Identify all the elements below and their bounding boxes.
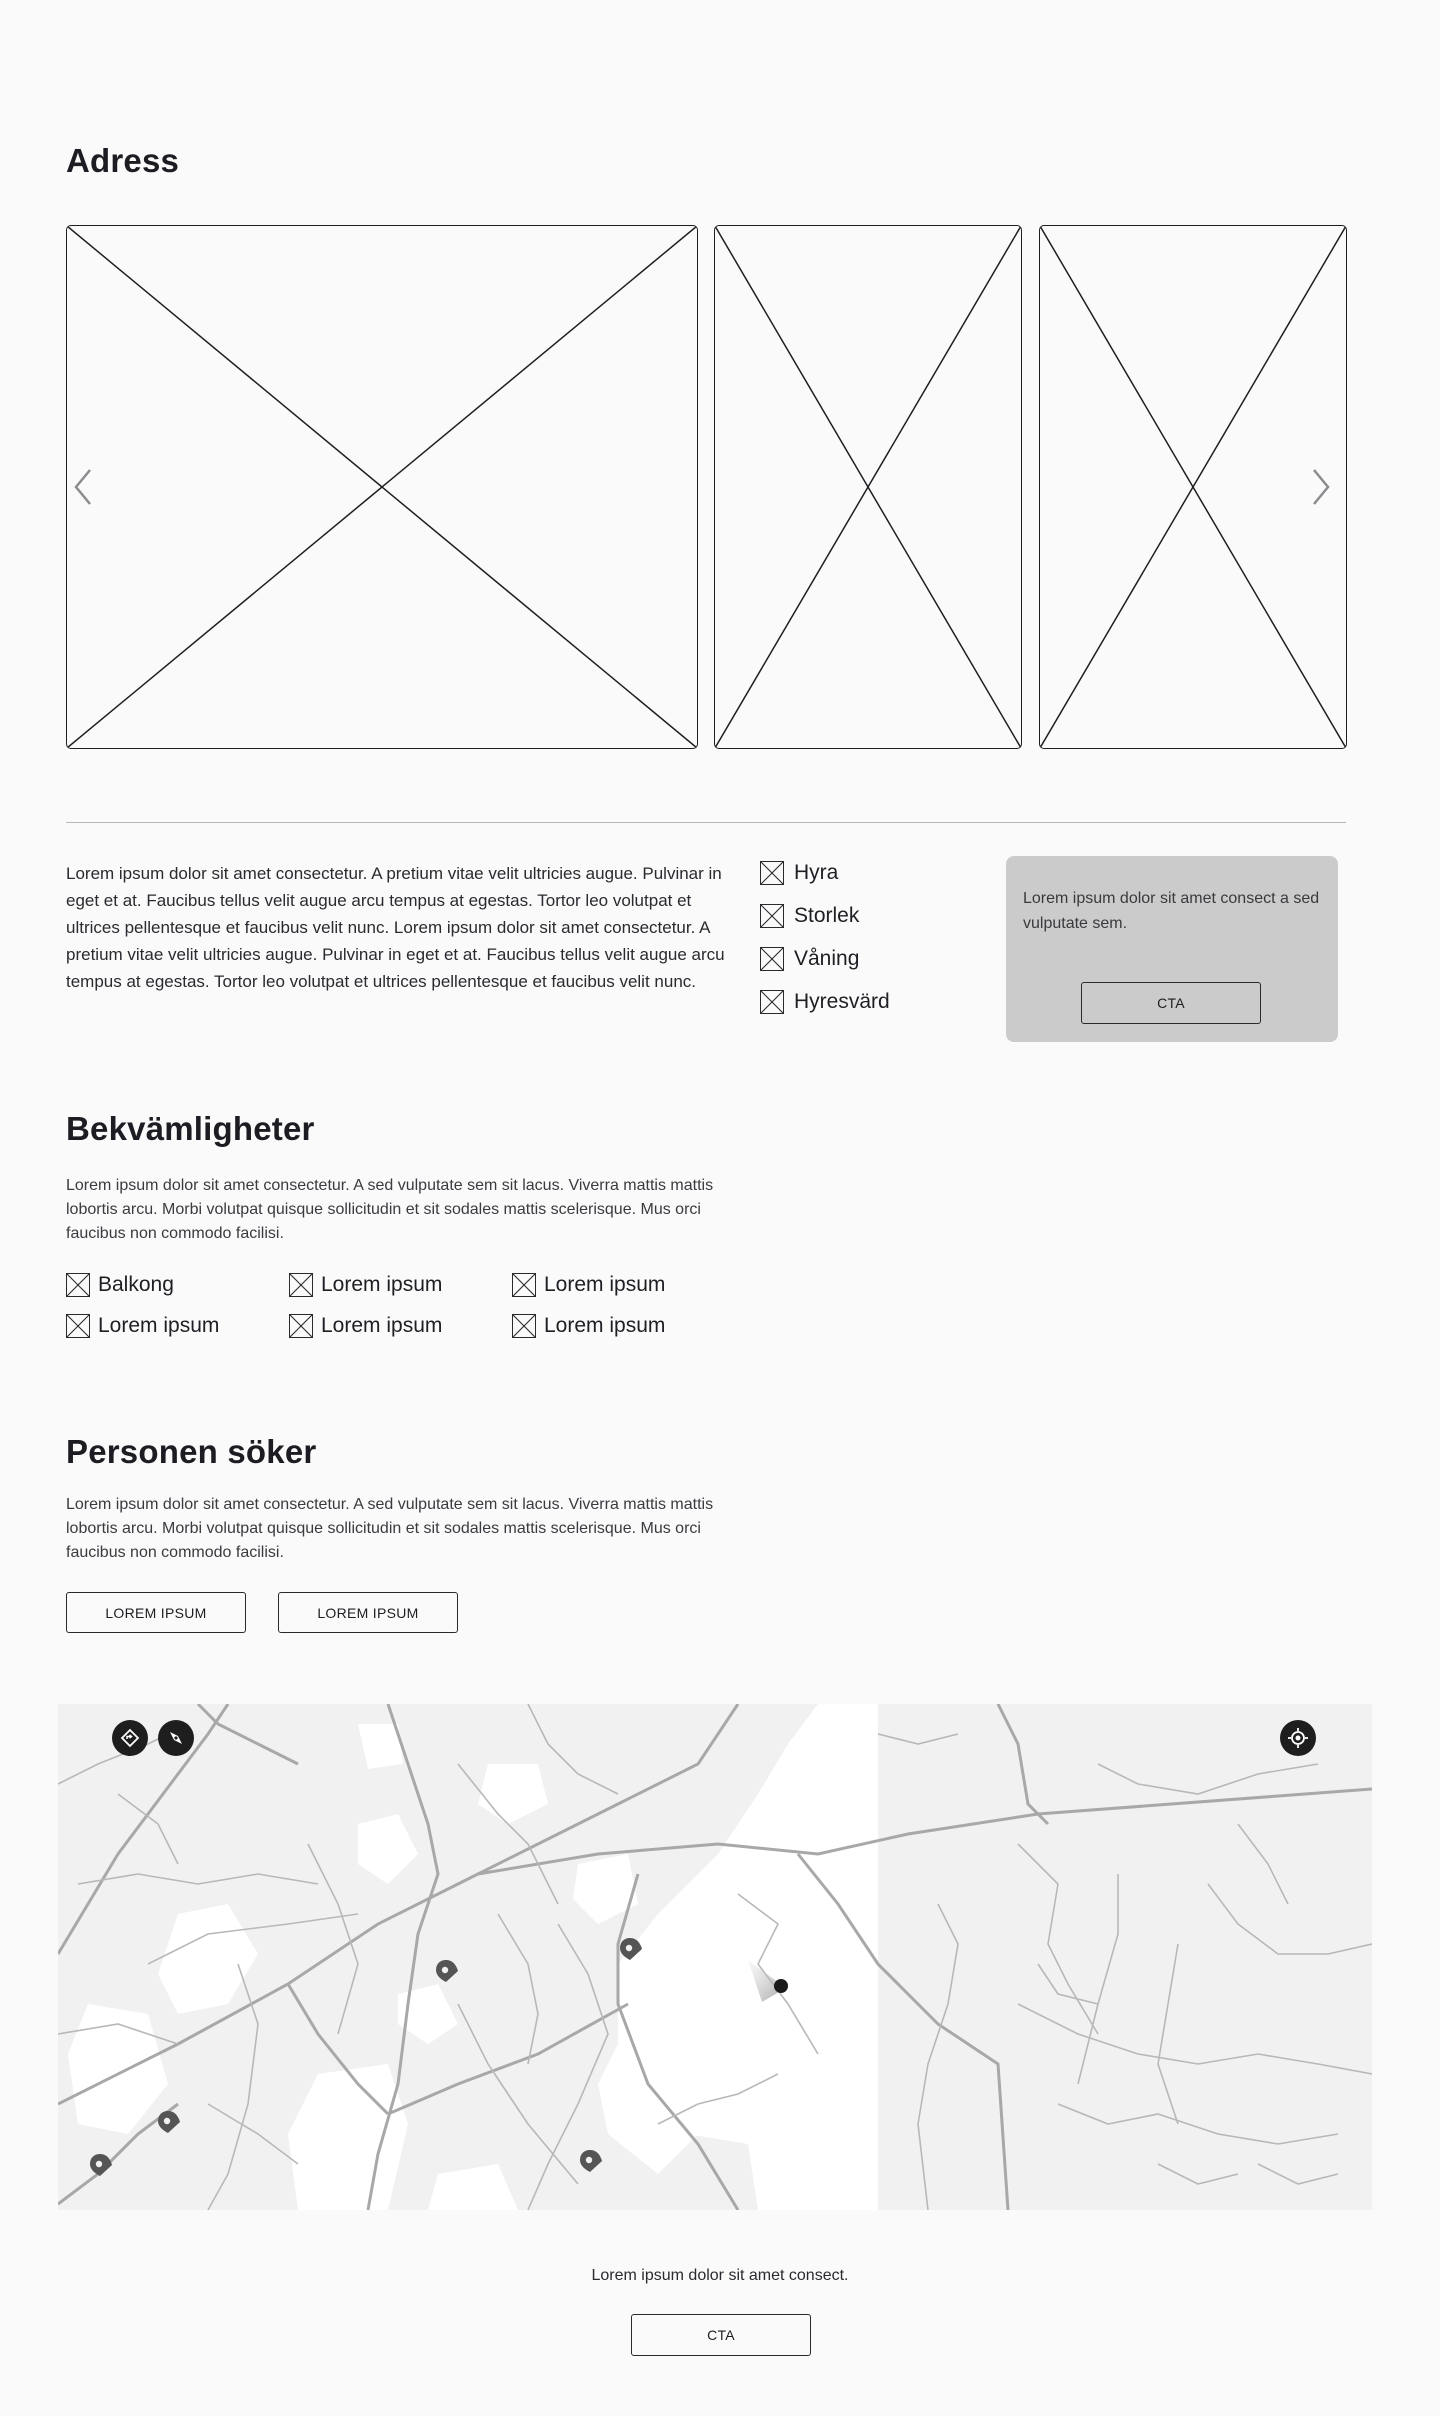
listing-description: Lorem ipsum dolor sit amet consectetur. A pretium vitae velit ultricies augue. Pulvinar in eget et at. Faucibus tellus velit augue arcu tempus at egestas. Tortor leo volutpat et ultrices pellentesque et faucibus velit nunc. Lorem ipsum dolor sit amet consectetur. A pretium vitae velit ultricies augue. Pulvinar in eget et at. Faucibus tellus velit augue arcu tempus at egestas. Tortor leo volutpat et ultrices pellentesque et faucibus velit nunc. <box>66 864 725 991</box>
footer-text: Lorem ipsum dolor sit amet consect. <box>591 2267 849 2284</box>
amenity-label: Lorem ipsum <box>321 1314 443 1337</box>
map-tiles <box>58 1704 1372 2210</box>
cta-card <box>1006 856 1338 1042</box>
placeholder-icon <box>760 904 784 928</box>
gallery-image-3[interactable] <box>1039 225 1347 749</box>
chevron-right-icon <box>1310 467 1332 507</box>
amenity-label: Lorem ipsum <box>321 1273 443 1296</box>
seeking-title: Personen söker <box>66 1433 317 1470</box>
gallery-prev-button[interactable] <box>66 462 100 512</box>
amenity-label: Lorem ipsum <box>544 1314 666 1337</box>
amenities-description: Lorem ipsum dolor sit amet consectetur. A sed vulputate sem sit lacus. Viverra mattis mattis lobortis arcu. Morbi volutpat quisque sollicitudin et sit sodales mattis scelerisque. Mus orci faucibus non commodo facilisi. <box>66 1177 714 1242</box>
gallery-image-2[interactable] <box>714 225 1022 749</box>
amenity-item <box>66 1314 219 1338</box>
map-pin-icon[interactable] <box>156 2109 182 2135</box>
amenity-label: Lorem ipsum <box>544 1273 666 1296</box>
directions-button[interactable] <box>112 1720 148 1756</box>
seeking-description: Lorem ipsum dolor sit amet consectetur. A sed vulputate sem sit lacus. Viverra mattis mattis lobortis arcu. Morbi volutpat quisque sollicitudin et sit sodales mattis scelerisque. Mus orci faucibus non commodo facilisi. <box>66 1496 714 1561</box>
amenity-item <box>66 1273 174 1297</box>
amenities-title: Bekvämligheter <box>66 1110 315 1147</box>
placeholder-icon <box>512 1273 536 1297</box>
my-location-icon <box>1287 1727 1309 1749</box>
placeholder-icon <box>760 861 784 885</box>
section-divider <box>66 822 1346 823</box>
seeking-button-2[interactable]: LOREM IPSUM <box>278 1592 458 1633</box>
fact-label: Hyra <box>794 861 839 884</box>
fact-rent <box>760 861 838 885</box>
gallery-next-button[interactable] <box>1304 462 1338 512</box>
seeking-button-1[interactable]: LOREM IPSUM <box>66 1592 246 1633</box>
placeholder-icon <box>289 1314 313 1338</box>
compass-button[interactable] <box>158 1720 194 1756</box>
placeholder-icon <box>512 1314 536 1338</box>
directions-icon <box>120 1728 140 1748</box>
placeholder-icon <box>760 990 784 1014</box>
fact-size <box>760 904 859 928</box>
amenity-item <box>289 1314 442 1338</box>
map-pin-icon[interactable] <box>88 2152 114 2178</box>
current-location-icon <box>738 1952 798 2012</box>
map-pin-icon[interactable] <box>618 1936 644 1962</box>
fact-label: Hyresvärd <box>794 990 890 1013</box>
amenity-item <box>512 1273 665 1297</box>
placeholder-icon <box>289 1273 313 1297</box>
fact-floor <box>760 947 859 971</box>
amenity-label: Balkong <box>98 1273 174 1296</box>
map[interactable] <box>58 1704 1372 2210</box>
fact-label: Våning <box>794 947 860 970</box>
compass-icon <box>166 1728 186 1748</box>
my-location-button[interactable] <box>1280 1720 1316 1756</box>
amenity-label: Lorem ipsum <box>98 1314 220 1337</box>
placeholder-icon <box>66 1273 90 1297</box>
amenity-item <box>512 1314 665 1338</box>
cta-button[interactable]: CTA <box>1081 982 1261 1024</box>
placeholder-icon <box>66 1314 90 1338</box>
amenity-item <box>289 1273 442 1297</box>
gallery-image-main[interactable] <box>66 225 698 749</box>
page-title: Adress <box>66 142 180 179</box>
cta-card-text: Lorem ipsum dolor sit amet consect a sed vulputate sem. <box>1023 890 1320 932</box>
map-pin-icon[interactable] <box>578 2148 604 2174</box>
footer-cta-button[interactable]: CTA <box>631 2314 811 2356</box>
fact-landlord <box>760 990 890 1014</box>
fact-label: Storlek <box>794 904 860 927</box>
placeholder-icon <box>760 947 784 971</box>
map-pin-icon[interactable] <box>434 1958 460 1984</box>
chevron-left-icon <box>72 467 94 507</box>
